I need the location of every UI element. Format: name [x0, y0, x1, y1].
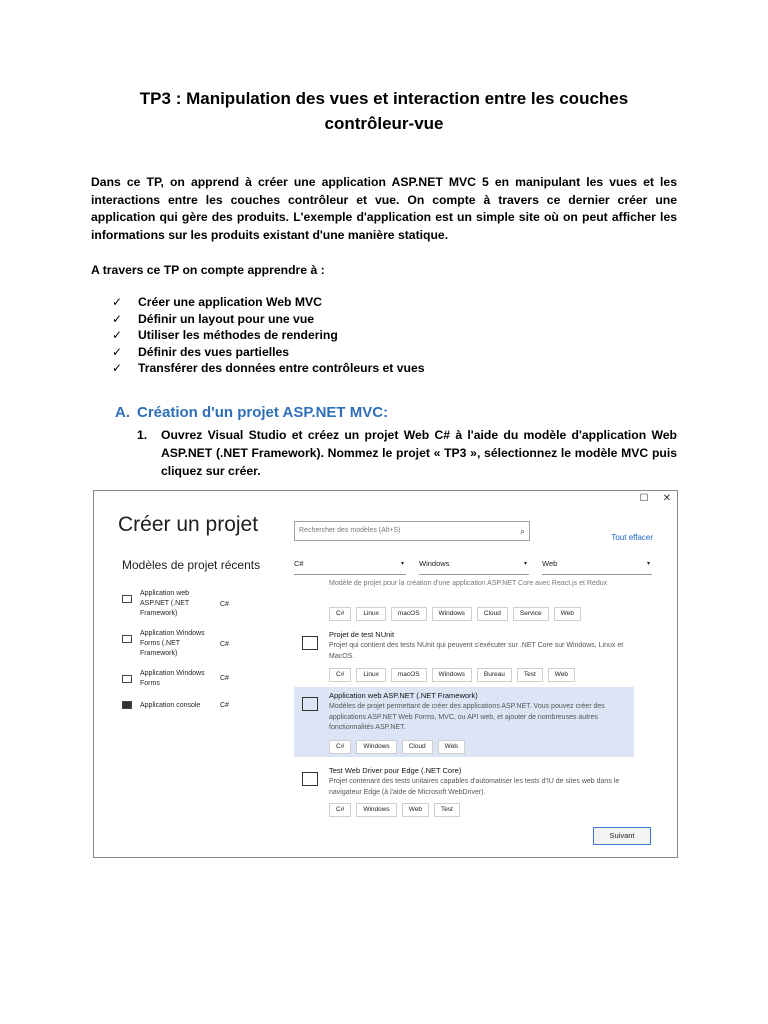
- template-description: Modèle de projet pour la création d'une application ASP.NET Core avec React.js et Redux: [329, 580, 608, 587]
- template-tags: C# Windows Web Test: [329, 803, 460, 817]
- section-title: Création d'un projet ASP.NET MVC:: [137, 404, 389, 421]
- language-filter-dropdown[interactable]: C# ▾: [294, 556, 406, 575]
- search-placeholder: Rechercher des modèles (Alt+S): [299, 527, 401, 534]
- template-item-react[interactable]: [294, 579, 634, 621]
- check-icon: ✓: [112, 344, 123, 359]
- window-icon: [122, 675, 132, 683]
- template-item-nunit[interactable]: [294, 626, 634, 684]
- check-icon: ✓: [112, 295, 123, 309]
- window-controls: [640, 493, 671, 504]
- test-project-icon: [302, 636, 318, 650]
- create-project-dialog: ☐ ✕ Créer un projet Rechercher des modèles (Alt+S) ⌕ Tout effacer Modèles de projet récents C# ▾ Windows ▾ Web ▾ Application web ASP.NET (.NET Framework) C# Application Windows Forms (.NET Framework) C# Application Windows Forms C# Application console C# Modèle de projet pour la création d'une application ASP.NET Core avec React.js et Redux C# Linux macOS Windows Cloud Service Web Projet de test NUnit Projet qui contient des tests NUnit qui peuvent s'exécuter sur .NET Core sur Windows, Linux et MacOS. C# Linux macOS Windows Bureau Test Web Application web ASP.NET (.NET Framework) Modèles de projet permettant de créer des applications ASP.NET. Vous pouvez créer des applications ASP.NET Web Forms, MVC, ou API web, et ajouter de nombreuses autres fonctionnalités ASP.NET. C# Windows Cloud Web Test Web Driver pour Edge (.NET Core) Projet contenant des tests unitaires capables d'automatiser les tests d'IU de sites web dans le navigateur Edge (à l'aide de Microsoft WebDriver). C# Windows Web Test Suivant: [93, 490, 678, 858]
- step-item: [137, 426, 677, 480]
- template-item-aspnet-framework[interactable]: [294, 687, 634, 757]
- template-name: Application web ASP.NET (.NET Framework): [329, 691, 478, 700]
- check-icon: ✓: [112, 328, 123, 342]
- console-icon: [122, 701, 132, 709]
- objective-item: ✓ Définir un layout pour une vue: [112, 311, 315, 326]
- close-icon[interactable]: ✕: [662, 493, 671, 504]
- template-name: Projet de test NUnit: [329, 630, 395, 639]
- objective-item: ✓ Créer une application Web MVC: [112, 295, 322, 309]
- chevron-down-icon: ▾: [523, 561, 527, 567]
- lead-sentence: A travers ce TP on compte apprendre à :: [91, 263, 325, 277]
- template-tags: C# Linux macOS Windows Cloud Service Web: [329, 607, 581, 621]
- dialog-title: Créer un projet: [118, 513, 259, 536]
- objective-item: ✓ Utiliser les méthodes de rendering: [112, 328, 338, 342]
- search-icon[interactable]: ⌕: [519, 526, 525, 536]
- web-project-icon: [122, 595, 132, 603]
- project-type-filter-dropdown[interactable]: Web ▾: [542, 556, 652, 575]
- test-project-icon: [302, 772, 318, 786]
- title-line-1: TP3 : Manipulation des vues et interaction entre les couches: [139, 89, 629, 108]
- template-item-webdriver[interactable]: [294, 762, 634, 820]
- template-tags: C# Linux macOS Windows Bureau Test Web: [329, 668, 575, 682]
- template-name: Test Web Driver pour Edge (.NET Core): [329, 766, 462, 775]
- title-line-2: contrôleur-vue: [324, 114, 444, 133]
- template-search-input[interactable]: [294, 521, 530, 541]
- template-description: Modèles de projet permettant de créer des applications ASP.NET. Vous pouvez créer des applications ASP.NET Web Forms, MVC, ou API web, et ajouter de nombreuses autres fonctionnalités ASP.NET.: [329, 703, 605, 731]
- template-description: Projet qui contient des tests NUnit qui peuvent s'exécuter sur .NET Core sur Windows, Linux et MacOS.: [329, 642, 624, 660]
- document-title: [60, 86, 708, 136]
- objectives-list: [112, 294, 425, 377]
- step-number: 1.: [137, 428, 148, 442]
- platform-filter-dropdown[interactable]: Windows ▾: [419, 556, 529, 575]
- template-tags: C# Windows Cloud Web: [329, 740, 465, 754]
- chevron-down-icon: ▾: [646, 561, 650, 567]
- clear-all-link[interactable]: Tout effacer: [611, 533, 653, 542]
- intro-paragraph: Dans ce TP, on apprend à créer une application ASP.NET MVC 5 en manipulant les vues et les interactions entre les couches contrôleur et vue. On compte à travers ce dernier créer une application qui gère des produits. L'exemple d'application est un simple site où on peut afficher les informations sur les produits existant d'une manière statique.: [91, 175, 677, 242]
- maximize-icon[interactable]: ☐: [639, 493, 649, 504]
- step-text: Ouvrez Visual Studio et créez un projet Web C# à l'aide du modèle d'application Web ASP.NET (.NET Framework). Nommez le projet « TP3 », sélectionnez le modèle MVC puis cliquez sur créer.: [161, 428, 677, 478]
- next-button[interactable]: Suivant: [593, 827, 651, 845]
- objective-item: ✓ Définir des vues partielles: [112, 344, 290, 359]
- template-description: Projet contenant des tests unitaires capables d'automatiser les tests d'IU de sites web dans le navigateur Edge (à l'aide de Microsoft WebDriver).: [329, 778, 620, 796]
- section-number: A.: [115, 404, 130, 421]
- check-icon: ✓: [112, 361, 123, 375]
- check-icon: ✓: [112, 311, 123, 326]
- chevron-down-icon: ▾: [400, 561, 404, 567]
- section-heading: [115, 404, 388, 421]
- recent-templates-heading: Modèles de projet récents: [122, 558, 261, 572]
- window-icon: [122, 635, 132, 643]
- web-project-icon: [302, 697, 318, 711]
- objective-item: ✓ Transférer des données entre contrôleurs et vues: [112, 361, 425, 375]
